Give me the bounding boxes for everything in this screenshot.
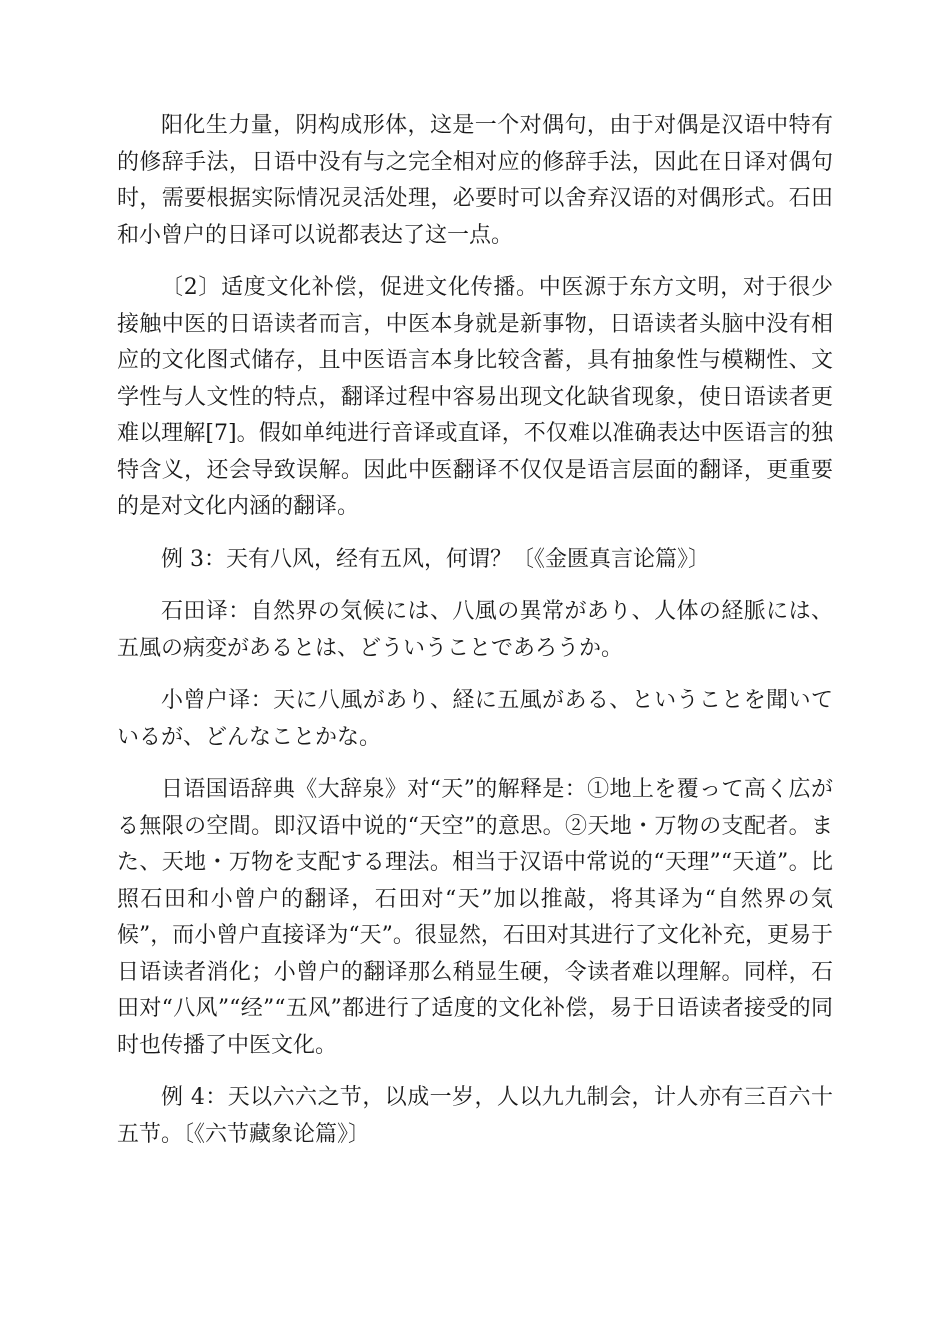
example-3-kosoto-translation: 小曾户译：天に八風があり、経に五風がある、ということを聞いているが、どんなことかな。 <box>117 688 833 750</box>
paragraph-daijisen-analysis: 日语国语辞典《大辞泉》对“天”的解释是：①地上を覆って高く広がる無限の空間。即汉语中说的“天空”的意思。②天地・万物の支配者。また、天地・万物を支配する理法。相当于汉语中常说的“天理”“天道”。比照石田和小曾户的翻译，石田对“天”加以推敲，将其译为“自然界の気候”，而小曾户直接译为“天”。很显然，石田对其进行了文化补充，更易于日语读者消化；小曾户的翻译那么稍显生硬，令读者难以理解。同样，石田对“八风”“经”“五风”都进行了适度的文化补偿，易于日语读者接受的同时也传播了中医文化。 <box>117 777 833 1058</box>
paragraph-antithesis: 阳化生力量，阴构成形体，这是一个对偶句，由于对偶是汉语中特有的修辞手法，日语中没有与之完全相对应的修辞手法，因此在日译对偶句时，需要根据实际情况灵活处理，必要时可以舍弃汉语的对偶形式。石田和小曾户的日译可以说都表达了这一点。 <box>117 113 833 248</box>
example-3-source: 例 3：天有八风，经有五风，何谓？〔《金匮真言论篇》〕 <box>161 546 710 572</box>
document-page <box>117 108 833 1153</box>
paragraph-cultural-compensation: 〔2〕适度文化补偿，促进文化传播。中医源于东方文明，对于很少接触中医的日语读者而言，中医本身就是新事物，日语读者头脑中没有相应的文化图式储存，且中医语言本身比较含蓄，具有抽象性与模糊性、文学性与人文性的特点，翻译过程中容易出现文化缺省现象，使日语读者更难以理解[7]。假如单纯进行音译或直译，不仅难以准确表达中医语言的独特含义，还会导致误解。因此中医翻译不仅仅是语言层面的翻译，更重要的是对文化内涵的翻译。 <box>117 275 833 519</box>
example-4-source: 例 4：天以六六之节，以成一岁，人以九九制会，计人亦有三百六十五节。〔《六节藏象论篇》〕 <box>117 1085 833 1147</box>
example-3-ishida-translation: 石田译：自然界の気候には、八風の異常があり、人体の経脈には、五風の病変があるとは、どういうことであろうか。 <box>117 599 833 661</box>
